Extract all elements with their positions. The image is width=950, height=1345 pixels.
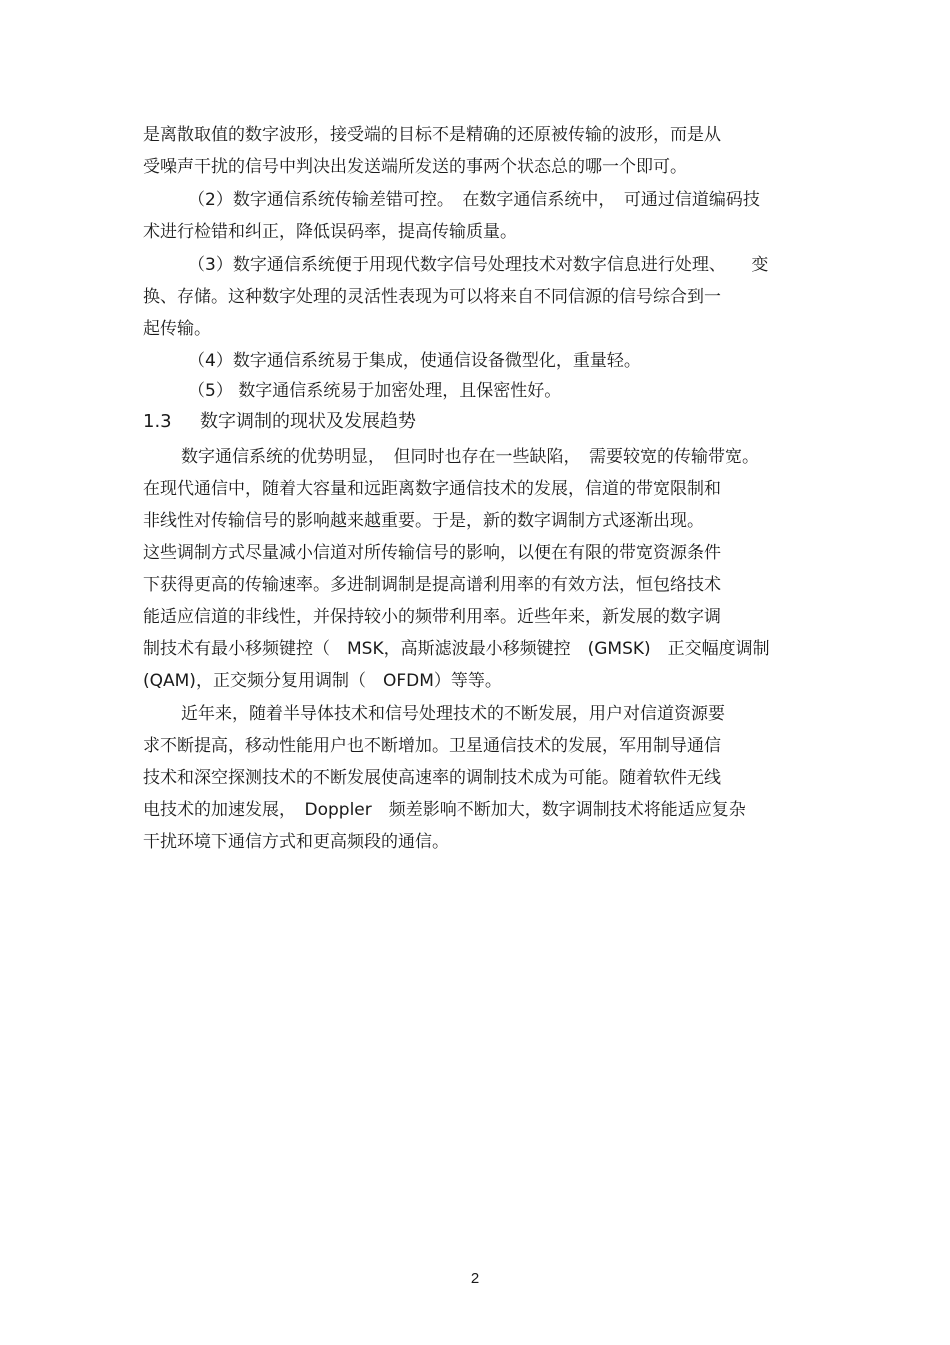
text-line: 制技术有最小移频键控（ MSK，高斯滤波最小移频键控 (GMSK) 正交幅度调制: [143, 639, 770, 659]
text-line: (QAM)，正交频分复用调制（ OFDM）等等。: [143, 671, 502, 691]
text-line: （4）数字通信系统易于集成，使通信设备微型化，重量轻。: [188, 351, 641, 371]
text-line: 这些调制方式尽量减小信道对所传输信号的影响，以便在有限的带宽资源条件: [143, 543, 721, 563]
text-line: 受噪声干扰的信号中判决出发送端所发送的事两个状态总的哪一个即可。: [143, 157, 687, 177]
text-line: 能适应信道的非线性，并保持较小的频带利用率。近些年来，新发展的数字调: [143, 607, 721, 627]
section-number: 1.3: [143, 411, 172, 432]
text-line: 技术和深空探测技术的不断发展使高速率的调制技术成为可能。随着软件无线: [143, 768, 721, 788]
text-line: 起传输。: [143, 319, 211, 339]
text-line: 数字通信系统的优势明显， 但同时也存在一些缺陷， 需要较宽的传输带宽。: [181, 447, 759, 467]
text-line: 近年来，随着半导体技术和信号处理技术的不断发展，用户对信道资源要: [181, 704, 725, 724]
text-line: 非线性对传输信号的影响越来越重要。于是，新的数字调制方式逐渐出现。: [143, 511, 704, 531]
text-line: （3）数字通信系统便于用现代数字信号处理技术对数字信息进行处理、 变: [188, 255, 769, 275]
text-line: 下获得更高的传输速率。多进制调制是提高谱利用率的有效方法，恒包络技术: [143, 575, 721, 595]
text-line: （2）数字通信系统传输差错可控。 在数字通信系统中， 可通过信道编码技: [188, 190, 760, 210]
section-heading: [143, 410, 416, 434]
text-line: 是离散取值的数字波形，接受端的目标不是精确的还原被传输的波形，而是从: [143, 125, 721, 145]
text-line: 求不断提高，移动性能用户也不断增加。卫星通信技术的发展，军用制导通信: [143, 736, 721, 756]
text-line: 在现代通信中，随着大容量和远距离数字通信技术的发展，信道的带宽限制和: [143, 479, 721, 499]
text-line: 干扰环境下通信方式和更高频段的通信。: [143, 832, 449, 852]
text-line: 电技术的加速发展， Doppler 频差影响不断加大，数字调制技术将能适应复杂: [143, 800, 746, 820]
section-title: 数字调制的现状及发展趋势: [200, 411, 416, 432]
text-line: 换、存储。这种数字处理的灵活性表现为可以将来自不同信源的信号综合到一: [143, 287, 721, 307]
text-line: 术进行检错和纠正，降低误码率，提高传输质量。: [143, 222, 517, 242]
page-number: 2: [470, 1270, 480, 1287]
text-line: （5） 数字通信系统易于加密处理，且保密性好。: [188, 381, 562, 401]
